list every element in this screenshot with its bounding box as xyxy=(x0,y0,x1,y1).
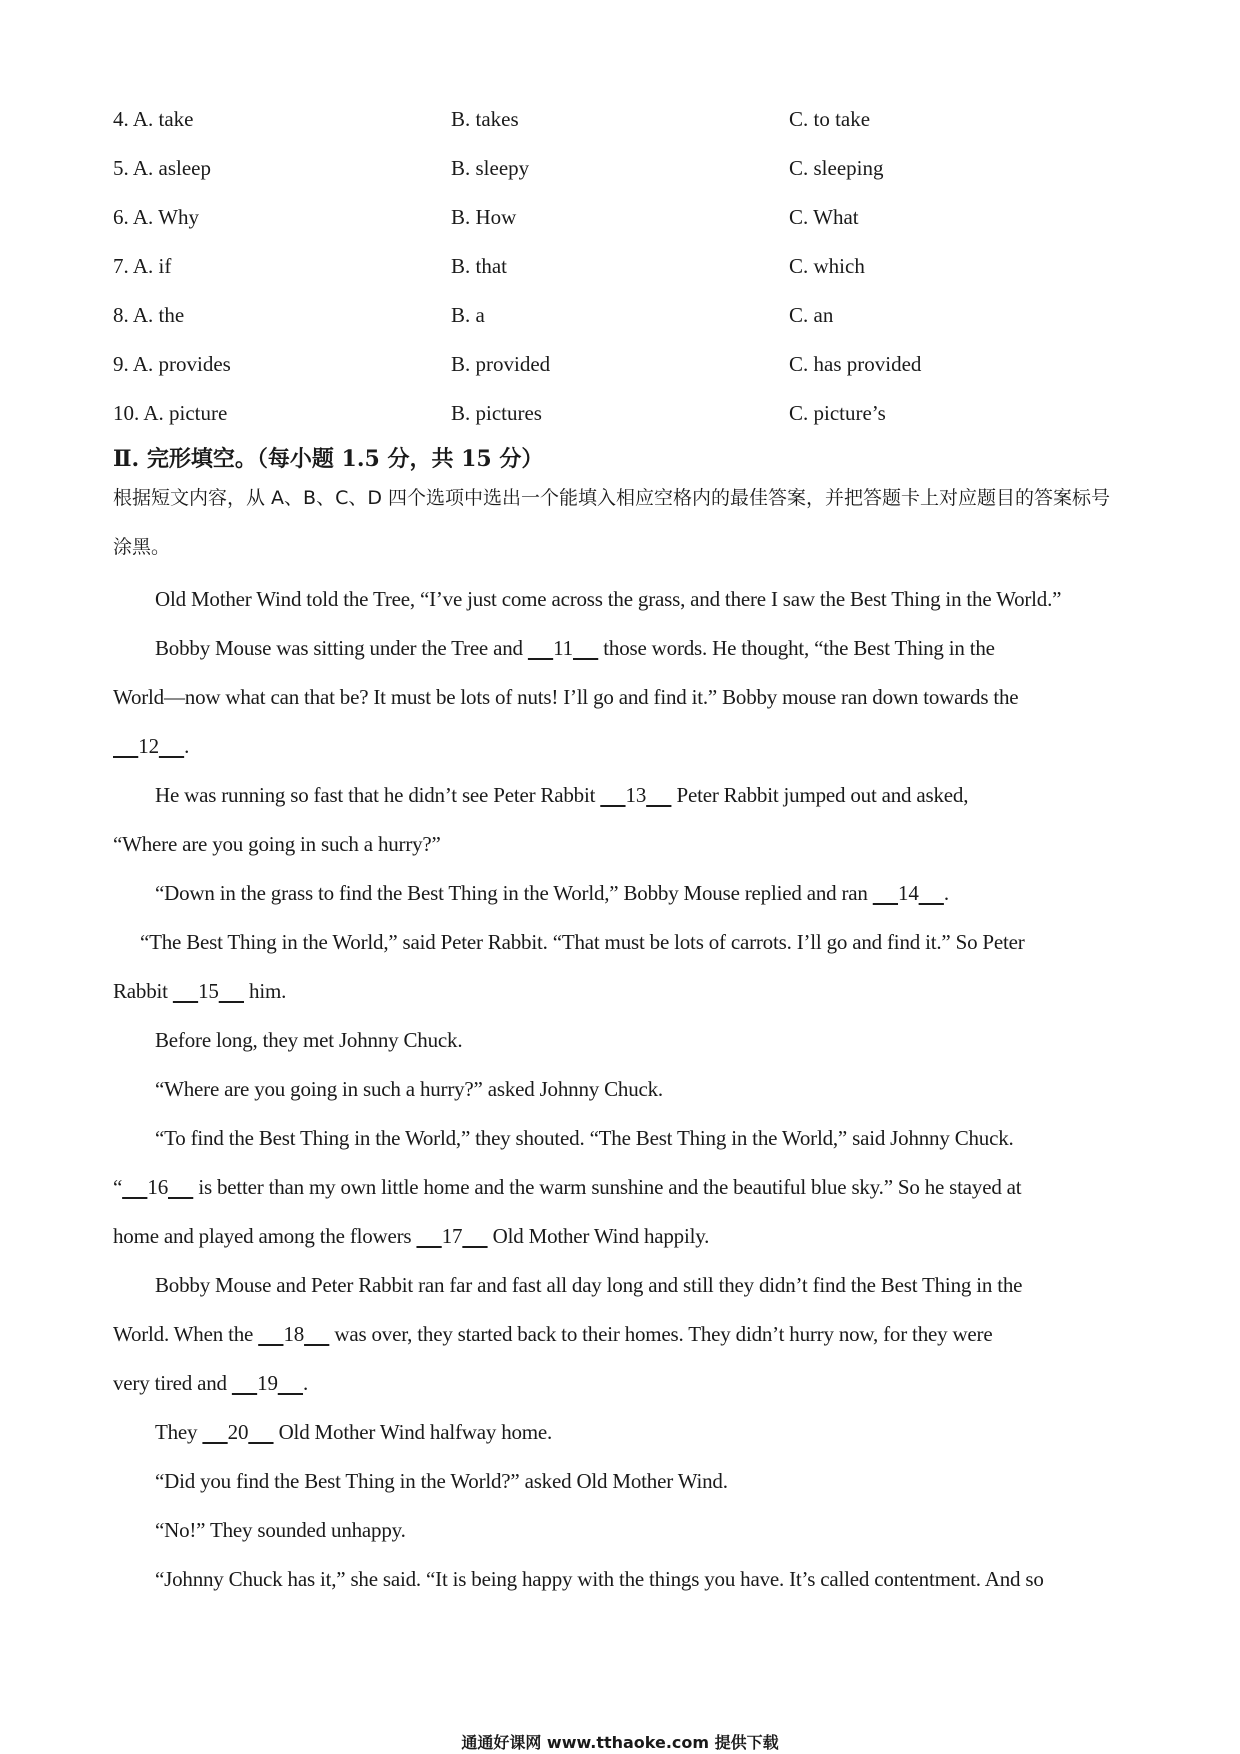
passage-line xyxy=(113,1224,709,1249)
passage-text: is better than my own little home and the warm sunshine and the beautiful blue sky.” So he stayed at xyxy=(193,1175,1022,1199)
blank-12 xyxy=(113,734,184,759)
blank-number: 13 xyxy=(625,783,647,807)
passage-line xyxy=(155,783,968,808)
option-a: 4. A. take xyxy=(113,107,194,131)
passage-line: Bobby Mouse and Peter Rabbit ran far and fast all day long and still they didn’t find the Best Thing in the xyxy=(155,1273,1023,1297)
blank-13 xyxy=(600,783,671,808)
passage-text: Bobby Mouse was sitting under the Tree and xyxy=(155,636,528,660)
blank-16 xyxy=(122,1175,193,1200)
passage-line xyxy=(113,1322,992,1347)
option-c: C. What xyxy=(789,205,859,229)
option-b: B. sleepy xyxy=(451,156,530,180)
option-a: 5. A. asleep xyxy=(113,156,211,180)
option-c: C. an xyxy=(789,303,834,327)
blank-15 xyxy=(173,979,244,1004)
passage-line xyxy=(113,1175,1021,1200)
option-a: 8. A. the xyxy=(113,303,185,327)
blank-11 xyxy=(528,636,598,661)
section-title: Ⅱ. 完形填空。（每小题 1.5 分，共 15 分） xyxy=(113,446,544,472)
option-row xyxy=(113,303,1133,333)
blank-number: 19 xyxy=(257,1371,278,1395)
passage-text: . xyxy=(184,734,190,758)
passage-line xyxy=(155,636,995,661)
page-footer: 通通好课网 www.tthaoke.com 提供下载 xyxy=(461,1733,779,1752)
passage-text: He was running so fast that he didn’t see Peter Rabbit xyxy=(155,783,601,807)
passage-line xyxy=(113,979,286,1004)
option-b: B. pictures xyxy=(451,401,542,425)
blank-number: 18 xyxy=(283,1322,305,1346)
blank-14 xyxy=(873,881,944,906)
option-a: 6. A. Why xyxy=(113,205,199,229)
option-row xyxy=(113,352,1133,382)
passage-line: Old Mother Wind told the Tree, “I’ve just come across the grass, and there I saw the Best Thing in the World.” xyxy=(155,587,1062,611)
passage-text: “ xyxy=(113,1175,123,1199)
option-row xyxy=(113,401,1133,431)
blank-number: 16 xyxy=(147,1175,168,1199)
passage-line: “To find the Best Thing in the World,” they shouted. “The Best Thing in the World,” said Johnny Chuck. xyxy=(155,1126,1014,1150)
option-c: C. has provided xyxy=(789,352,922,376)
passage-text: was over, they started back to their homes. They didn’t hurry now, for they were xyxy=(329,1322,993,1346)
passage-line: “The Best Thing in the World,” said Peter Rabbit. “That must be lots of carrots. I’ll go and find it.” So Peter xyxy=(140,930,1025,954)
passage-text: World. When the xyxy=(113,1322,259,1346)
option-c: C. to take xyxy=(789,107,871,131)
passage-text: home and played among the flowers xyxy=(113,1224,417,1248)
option-row xyxy=(113,156,1133,186)
option-c: C. picture’s xyxy=(789,401,886,425)
passage-line: “Johnny Chuck has it,” she said. “It is being happy with the things you have. It’s called contentment. And so xyxy=(155,1567,1044,1591)
passage-line xyxy=(113,1371,308,1396)
passage-text: . xyxy=(303,1371,309,1395)
blank-19 xyxy=(232,1371,303,1396)
section-instructions: 根据短文内容，从 A、B、C、D 四个选项中选出一个能填入相应空格内的最佳答案，并把答题卡上对应题目的答案标号涂黑。 xyxy=(113,487,1111,558)
passage-text: . xyxy=(943,881,949,905)
passage-line: World—now what can that be? It must be lots of nuts! I’ll go and find it.” Bobby mouse ran down towards the xyxy=(113,685,1019,709)
blank-20 xyxy=(202,1420,273,1445)
blank-number: 12 xyxy=(138,734,159,758)
option-a: 9. A. provides xyxy=(113,352,231,376)
option-row xyxy=(113,205,1133,235)
passage-text: They xyxy=(155,1420,203,1444)
passage-text: Peter Rabbit jumped out and asked, xyxy=(671,783,969,807)
blank-number: 20 xyxy=(227,1420,249,1444)
passage-text: those words. He thought, “the Best Thing in the xyxy=(598,636,995,660)
blank-17 xyxy=(416,1224,487,1249)
option-c: C. sleeping xyxy=(789,156,884,180)
blank-number: 17 xyxy=(441,1224,463,1248)
option-a: 10. A. picture xyxy=(113,401,228,425)
passage-text: Old Mother Wind halfway home. xyxy=(273,1420,553,1444)
passage-line: “Where are you going in such a hurry?” asked Johnny Chuck. xyxy=(155,1077,663,1101)
passage-line: Before long, they met Johnny Chuck. xyxy=(155,1028,463,1052)
blank-number: 15 xyxy=(198,979,219,1003)
blank-number: 11 xyxy=(553,636,573,660)
option-c: C. which xyxy=(789,254,865,278)
passage-text: him. xyxy=(244,979,287,1003)
option-b: B. a xyxy=(451,303,485,327)
passage-text: “Down in the grass to find the Best Thing in the World,” Bobby Mouse replied and ran xyxy=(155,881,873,905)
passage-line: “No!” They sounded unhappy. xyxy=(155,1518,406,1542)
option-b: B. provided xyxy=(451,352,551,376)
passage-line: “Where are you going in such a hurry?” xyxy=(113,832,441,856)
passage-line xyxy=(155,1420,552,1445)
option-b: B. How xyxy=(451,205,517,229)
option-a: 7. A. if xyxy=(113,254,172,278)
option-b: B. takes xyxy=(451,107,519,131)
option-row xyxy=(113,254,1133,284)
blank-18 xyxy=(258,1322,329,1347)
passage-text: Rabbit xyxy=(113,979,173,1003)
blank-number: 14 xyxy=(898,881,919,905)
passage-line: “Did you find the Best Thing in the World?” asked Old Mother Wind. xyxy=(155,1469,728,1493)
passage-text: very tired and xyxy=(113,1371,232,1395)
passage-line xyxy=(113,734,189,759)
passage-line xyxy=(155,881,949,906)
passage-text: Old Mother Wind happily. xyxy=(487,1224,710,1248)
option-row xyxy=(113,107,1133,137)
option-b: B. that xyxy=(451,254,507,278)
